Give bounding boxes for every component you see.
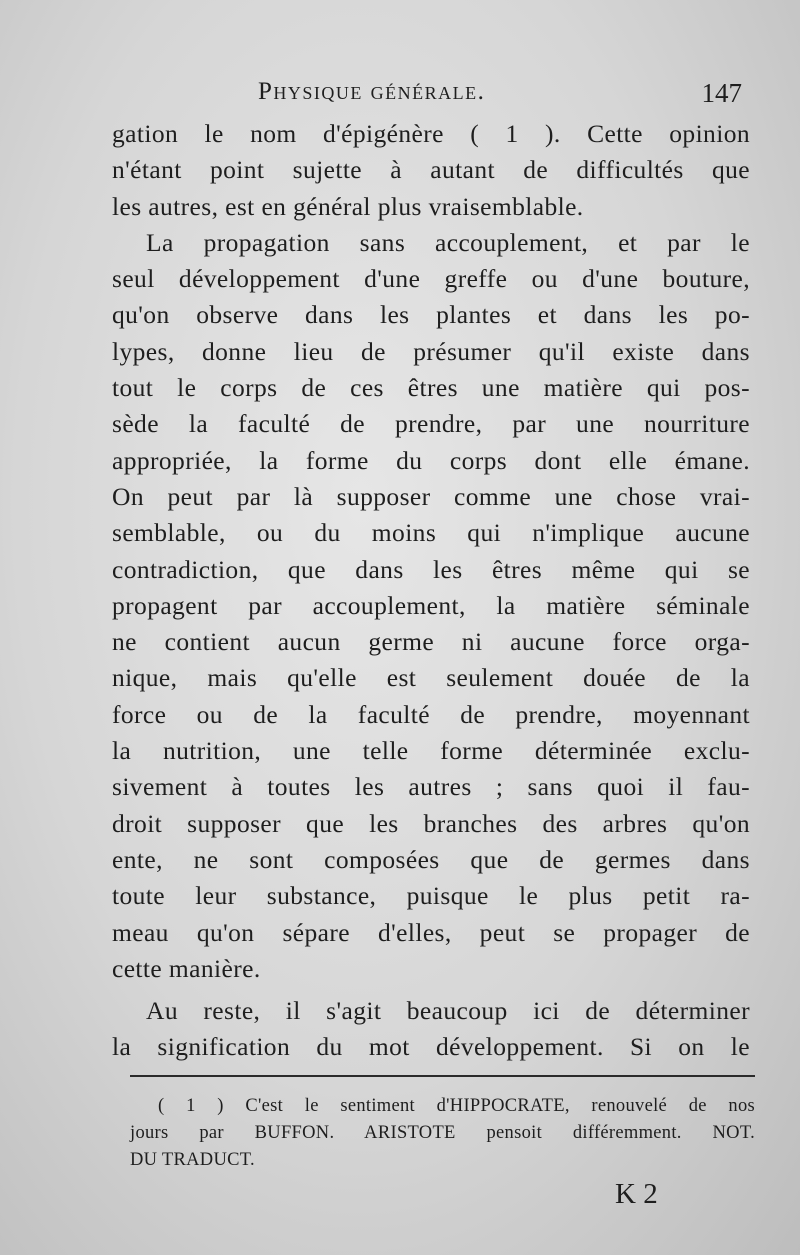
- text-line: La propagation sans accouplement, et par le: [146, 227, 750, 257]
- footnote-line: jours par BUFFON. ARISTOTE pensoit différemment. NOT.: [130, 1123, 755, 1143]
- footnote: [130, 1093, 755, 1174]
- text-line: sède la faculté de prendre, par une nourriture: [112, 409, 750, 439]
- text-line: contradiction, que dans les êtres même qui se: [112, 554, 750, 584]
- footnote-line: DU TRADUCT.: [130, 1150, 255, 1170]
- text-line: ente, ne sont composées que de germes dans: [112, 844, 750, 874]
- text-line: sivement à toutes les autres ; sans quoi il fau-: [112, 772, 750, 802]
- running-header: [118, 78, 742, 114]
- text-line: n'étant point sujette à autant de difficultés que: [112, 155, 750, 185]
- footnote-line: ( 1 ) C'est le sentiment d'HIPPOCRATE, renouvelé de nos: [158, 1096, 755, 1116]
- text-line: ne contient aucun germe ni aucune force orga-: [112, 627, 750, 657]
- footnote-rule: [130, 1075, 755, 1077]
- text-line: appropriée, la forme du corps dont elle émane.: [112, 445, 750, 475]
- signature-mark: K 2: [615, 1178, 658, 1210]
- text-line: propagent par accouplement, la matière séminale: [112, 590, 750, 620]
- text-line: Au reste, il s'agit beaucoup ici de déterminer: [146, 996, 750, 1026]
- text-line: les autres, est en général plus vraisemblable.: [112, 191, 584, 221]
- text-line: qu'on observe dans les plantes et dans les po-: [112, 300, 750, 330]
- text-line: seul développement d'une greffe ou d'une bouture,: [112, 264, 750, 294]
- text-line: gation le nom d'épigénère ( 1 ). Cette opinion: [112, 119, 750, 148]
- text-line: semblable, ou du moins qui n'implique aucune: [112, 518, 750, 548]
- text-line: force ou de la faculté de prendre, moyennant: [112, 699, 750, 729]
- text-line: la signification du mot développement. Si on le: [112, 1032, 750, 1062]
- page-number: 147: [701, 78, 742, 108]
- text-line: lypes, donne lieu de présumer qu'il existe dans: [112, 336, 750, 366]
- main-text: [112, 116, 750, 1066]
- text-line: tout le corps de ces êtres une matière qui pos-: [112, 373, 750, 403]
- text-line: nique, mais qu'elle est seulement douée de la: [112, 663, 750, 693]
- running-title: Physique générale.: [258, 78, 486, 105]
- text-line: meau qu'on sépare d'elles, peut se propager de: [112, 917, 750, 947]
- text-line: cette manière.: [112, 953, 261, 983]
- text-line: droit supposer que les branches des arbres qu'on: [112, 808, 750, 838]
- text-line: la nutrition, une telle forme déterminée exclu-: [112, 736, 750, 766]
- text-line: toute leur substance, puisque le plus petit ra-: [112, 881, 750, 911]
- text-line: On peut par là supposer comme une chose vrai-: [112, 481, 750, 511]
